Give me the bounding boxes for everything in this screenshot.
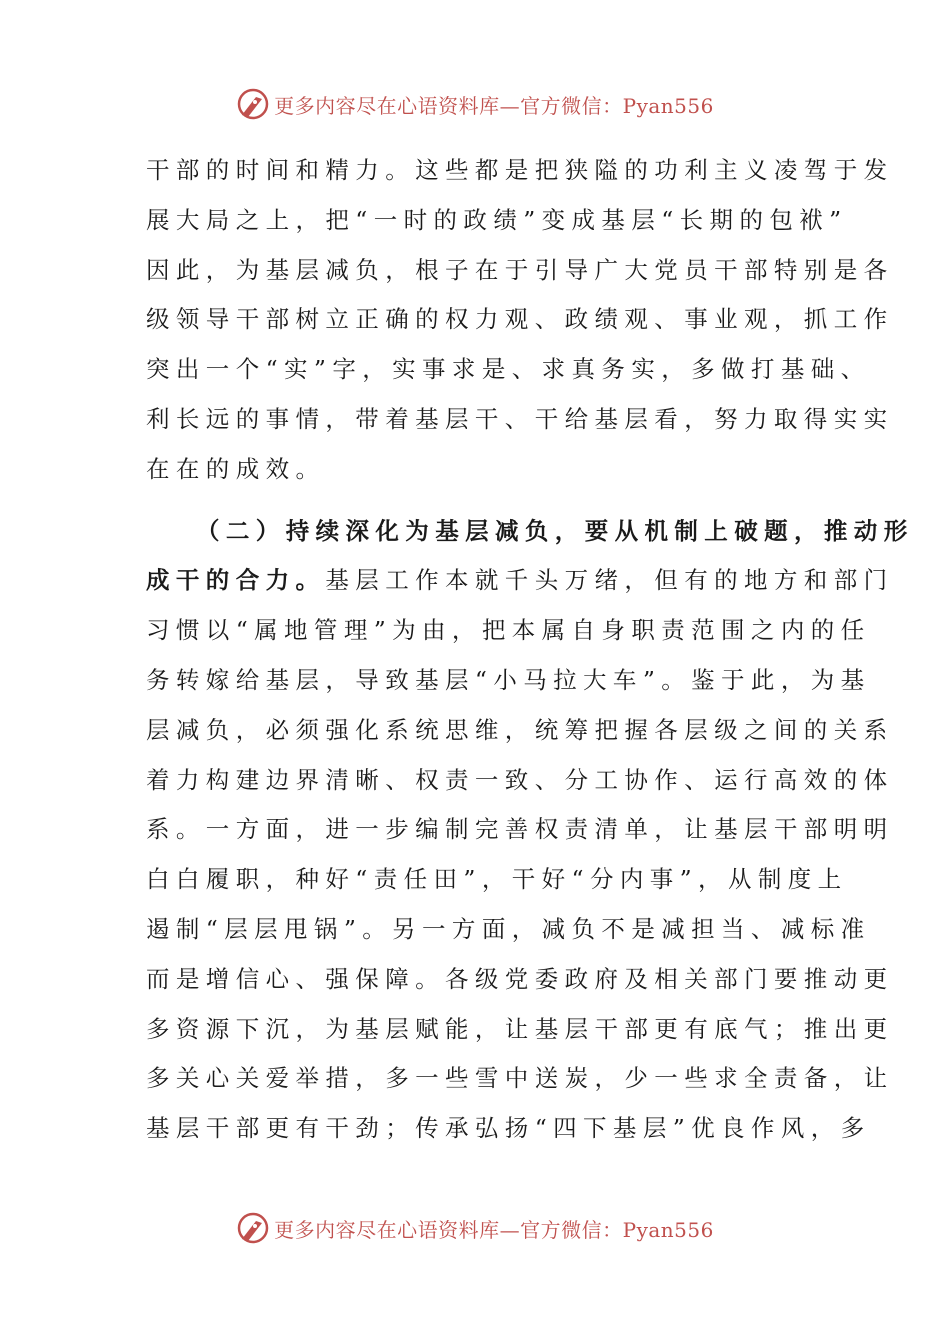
text-line: 干部的时间和精力。这些都是把狭隘的功利主义凌驾于发 [146, 156, 894, 184]
text-line: 着力构建边界清晰、权责一致、分工协作、运行高效的体 [146, 765, 894, 794]
text-line: 遏制“层层甩锅”。另一方面，减负不是减担当、减标准 [146, 914, 871, 943]
watermark-contact: 官方微信：Pyan556 [520, 1217, 714, 1242]
text-line: 而是增信心、强保障。各级党委政府及相关部门要推动更 [146, 964, 894, 993]
pen-nib-icon [236, 87, 270, 121]
paragraph-gap [146, 495, 808, 507]
text-line: 因此，为基层减负，根子在于引导广大党员干部特别是各 [146, 255, 894, 284]
watermark-contact: 官方微信：Pyan556 [520, 93, 714, 118]
watermark-separator: — [499, 1217, 521, 1242]
pen-nib-icon [236, 1211, 270, 1245]
text-line: 系。一方面，进一步编制完善权责清单，让基层干部明明 [146, 815, 894, 844]
watermark-separator: — [499, 93, 521, 118]
text-line: 习惯以“属地管理”为由，把本属自身职责范围之内的任 [146, 616, 871, 645]
text-line-rest: 基层工作本就千头万绪，但有的地方和部门 [325, 566, 894, 595]
text-line: 基层干部更有干劲；传承弘扬“四下基层”优良作风，多 [146, 1114, 871, 1143]
header-watermark [0, 84, 950, 124]
watermark-text [274, 1214, 714, 1243]
text-line: 层减负，必须强化系统思维，统筹把握各层级之间的关系 [146, 715, 894, 744]
text-line: 白白履职，种好“责任田”，干好“分内事”，从制度上 [146, 865, 848, 894]
text-line: 利长远的事情，带着基层干、干给基层看，努力取得实实 [146, 404, 894, 433]
text-line [146, 556, 894, 606]
text-line: 多关心关爱举措，多一些雪中送炭，少一些求全责备，让 [146, 1064, 894, 1093]
watermark-site: 更多内容尽在心语资料库 [274, 1217, 500, 1242]
text-line: 级领导干部树立正确的权力观、政绩观、事业观，抓工作 [146, 305, 894, 334]
footer-watermark [0, 1208, 950, 1248]
watermark-text [274, 90, 714, 119]
watermark-site: 更多内容尽在心语资料库 [274, 93, 500, 118]
text-line: 多资源下沉，为基层赋能，让基层干部更有底气；推出更 [146, 1014, 894, 1043]
document-body [146, 146, 914, 1154]
text-line: 在在的成效。 [146, 454, 326, 483]
section-heading: （二）持续深化为基层减负，要从机制上破题，推动形 [196, 516, 914, 545]
text-line: 突出一个“实”字，实事求是、求真务实，多做打基础、 [146, 355, 871, 384]
text-line: 展大局之上，把“一时的政绩”变成基层“长期的包袱” [146, 205, 848, 234]
text-line: 务转嫁给基层，导致基层“小马拉大车”。鉴于此，为基 [146, 665, 871, 694]
section-heading-end: 成干的合力。 [146, 566, 326, 595]
